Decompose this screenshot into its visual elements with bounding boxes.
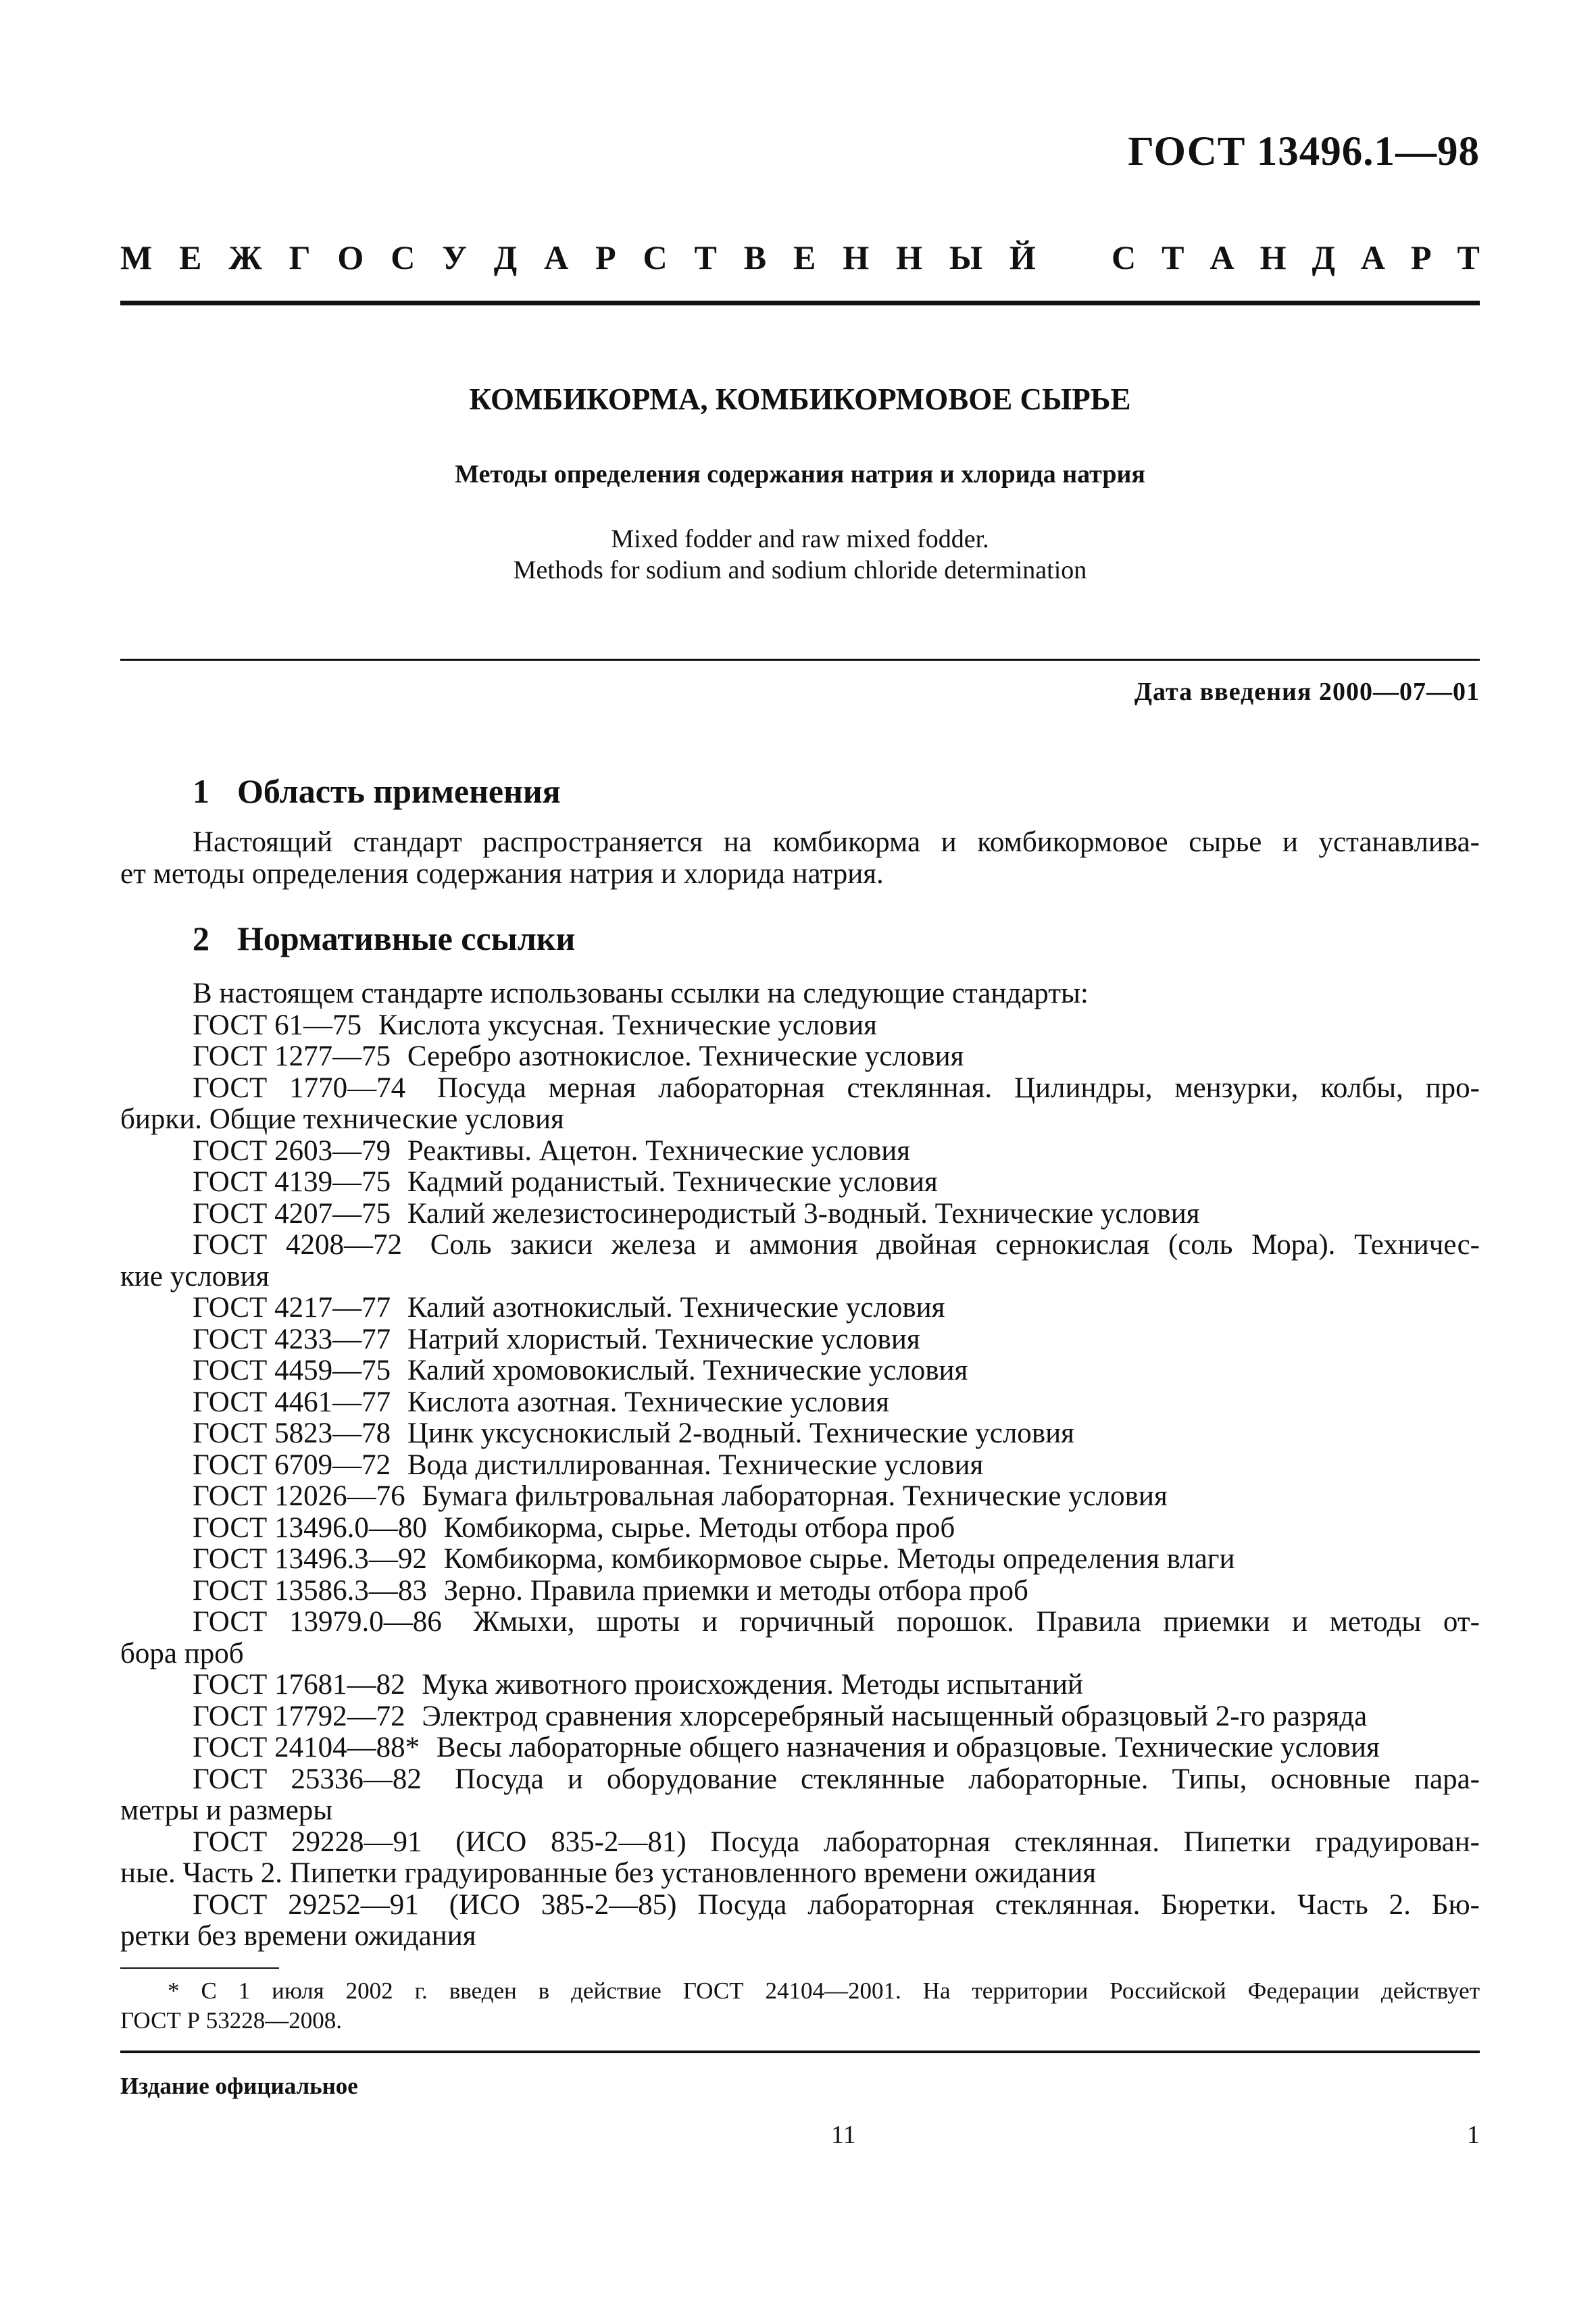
- reference-code: ГОСТ 4461—77: [193, 1386, 391, 1418]
- reference-title: Цинк уксуснокислый 2-водный. Технические условия: [407, 1417, 1074, 1449]
- section-1-heading: [193, 772, 561, 811]
- reference-title: Соль закиси железа и аммония двойная сернокислая (соль Мора). Техничес-: [430, 1229, 1480, 1261]
- reference-code: ГОСТ 61—75: [193, 1009, 362, 1041]
- banner-letter: Й: [1009, 238, 1036, 276]
- reference-code: ГОСТ 1277—75: [193, 1040, 391, 1072]
- document-subtitle: Методы определения содержания натрия и хлорида натрия: [455, 460, 1145, 488]
- reference-continuation: ные. Часть 2. Пипетки градуированные без установленного времени ожидания: [120, 1857, 1097, 1889]
- reference-entry: [120, 1890, 1480, 1921]
- references-intro: В настоящем стандарте использованы ссылки на следующие стандарты:: [193, 978, 1089, 1009]
- reference-code: ГОСТ 13979.0—86: [193, 1606, 442, 1638]
- reference-title: Кислота уксусная. Технические условия: [378, 1009, 877, 1041]
- english-title: [120, 524, 1480, 586]
- banner-letter: У: [442, 238, 467, 276]
- reference-title: Мука животного происхождения. Методы испытаний: [422, 1669, 1083, 1701]
- reference-title: Комбикорма, сырье. Методы отбора проб: [443, 1511, 955, 1544]
- reference-entry: [120, 1418, 1480, 1450]
- reference-title: Вода дистиллированная. Технические условия: [407, 1449, 984, 1481]
- reference-entry: [120, 1732, 1480, 1764]
- banner-letter: Е: [793, 238, 816, 276]
- reference-entry: [120, 1513, 1480, 1544]
- reference-code: ГОСТ 4233—77: [193, 1323, 391, 1355]
- banner-letter: Н: [896, 238, 922, 276]
- reference-entry: [120, 1292, 1480, 1324]
- interstate-standard-banner: [120, 238, 1480, 277]
- english-title-line: Methods for sodium and sodium chloride determination: [513, 556, 1087, 584]
- reference-code: ГОСТ 4208—72: [193, 1229, 403, 1261]
- reference-code: ГОСТ 13586.3—83: [193, 1574, 427, 1607]
- section-2-heading: [193, 919, 575, 958]
- banner-letter: А: [1360, 238, 1385, 276]
- page-number-center: 11: [831, 2121, 856, 2149]
- banner-letter: Н: [843, 238, 870, 276]
- reference-title: Жмыхи, шроты и горчичный порошок. Правила приемки и методы от-: [473, 1606, 1480, 1638]
- reference-entry: [120, 1544, 1480, 1576]
- banner-letter: Н: [1260, 238, 1287, 276]
- reference-continuation: бора проб: [120, 1637, 244, 1669]
- banner-letter: Е: [179, 238, 202, 276]
- footnote-rule: [120, 1967, 279, 1969]
- banner-letter: Т: [694, 238, 717, 276]
- section-number: 2: [193, 920, 209, 957]
- reference-entry: [120, 1167, 1480, 1199]
- reference-title: Кадмий роданистый. Технические условия: [407, 1166, 938, 1198]
- document-title: КОМБИКОРМА, КОМБИКОРМОВОЕ СЫРЬЕ: [469, 382, 1131, 416]
- reference-code: ГОСТ 4459—75: [193, 1355, 391, 1386]
- reference-entry: [120, 1450, 1480, 1482]
- reference-entry: [120, 1481, 1480, 1513]
- reference-code: ГОСТ 13496.3—92: [193, 1543, 427, 1575]
- reference-code: ГОСТ 4207—75: [193, 1197, 391, 1230]
- reference-entry: [120, 1073, 1480, 1105]
- reference-continuation: кие условия: [120, 1260, 270, 1292]
- banner-letter: Д: [493, 238, 518, 276]
- reference-code: ГОСТ 1770—74: [193, 1072, 406, 1104]
- page-number-right: 1: [1467, 2121, 1480, 2149]
- reference-title: Посуда и оборудование стеклянные лабораторные. Типы, основные пара-: [454, 1763, 1480, 1795]
- banner-letter: М: [120, 238, 153, 276]
- reference-title: Натрий хлористый. Технические условия: [407, 1323, 920, 1355]
- reference-title: Весы лабораторные общего назначения и образцовые. Технические условия: [436, 1732, 1380, 1763]
- document-id: ГОСТ 13496.1—98: [1128, 129, 1480, 174]
- reference-code: ГОСТ 29252—91: [193, 1888, 419, 1921]
- reference-entry: [120, 1324, 1480, 1356]
- reference-entry: [120, 1827, 1480, 1859]
- reference-code: ГОСТ 13496.0—80: [193, 1511, 427, 1544]
- reference-code: ГОСТ 29228—91: [193, 1826, 422, 1858]
- header-rule: [120, 301, 1480, 305]
- banner-letter: С: [1112, 238, 1137, 276]
- banner-letter: Р: [595, 238, 616, 276]
- reference-title: (ИСО 385-2—85) Посуда лабораторная стеклянная. Бюретки. Часть 2. Бю-: [449, 1888, 1480, 1921]
- footnote: [120, 1976, 1480, 2036]
- banner-letter: С: [643, 238, 668, 276]
- footer-rule: [120, 2051, 1480, 2053]
- banner-letter: Р: [1411, 238, 1432, 276]
- banner-letter: Д: [1312, 238, 1335, 276]
- reference-title: Кислота азотная. Технические условия: [407, 1386, 889, 1418]
- reference-entry: [120, 1199, 1480, 1230]
- reference-code: ГОСТ 4217—77: [193, 1292, 391, 1324]
- reference-entry: [120, 1764, 1480, 1796]
- banner-word-interstate: [120, 238, 1036, 277]
- reference-code: ГОСТ 4139—75: [193, 1166, 391, 1198]
- reference-code: ГОСТ 5823—78: [193, 1417, 391, 1449]
- reference-code: ГОСТ 25336—82: [193, 1763, 422, 1795]
- reference-title: Электрод сравнения хлорсеребряный насыщенный образцовый 2-го разряда: [422, 1700, 1368, 1732]
- banner-letter: Ы: [949, 238, 982, 276]
- reference-entry: [120, 1136, 1480, 1167]
- reference-code: ГОСТ 2603—79: [193, 1134, 391, 1167]
- reference-code: ГОСТ 17681—82: [193, 1669, 405, 1701]
- banner-letter: Ж: [228, 238, 262, 276]
- paragraph-line: ет методы определения содержания натрия и хлорида натрия.: [120, 858, 884, 890]
- reference-entry: [120, 1607, 1480, 1638]
- reference-title: Калий азотнокислый. Технические условия: [407, 1292, 945, 1324]
- introduction-date: Дата введения 2000—07—01: [1134, 678, 1480, 706]
- section-title: Область применения: [237, 772, 561, 810]
- reference-code: ГОСТ 24104—88*: [193, 1732, 420, 1763]
- reference-entry: [120, 1669, 1480, 1701]
- banner-letter: С: [391, 238, 416, 276]
- reference-title: Калий хромовокислый. Технические условия: [407, 1355, 968, 1386]
- banner-letter: А: [1210, 238, 1235, 276]
- banner-letter: Т: [1457, 238, 1480, 276]
- reference-entry: [120, 1041, 1480, 1073]
- reference-title: Посуда мерная лабораторная стеклянная. Цилиндры, мензурки, колбы, про-: [437, 1072, 1480, 1104]
- reference-title: Реактивы. Ацетон. Технические условия: [407, 1134, 910, 1167]
- title-rule: [120, 659, 1480, 661]
- reference-title: (ИСО 835-2—81) Посуда лабораторная стеклянная. Пипетки градуирован-: [455, 1826, 1480, 1858]
- reference-continuation: бирки. Общие технические условия: [120, 1103, 564, 1135]
- reference-title: Бумага фильтровальная лабораторная. Технические условия: [422, 1480, 1168, 1512]
- reference-title: Зерно. Правила приемки и методы отбора проб: [443, 1574, 1028, 1607]
- reference-entry: [120, 1230, 1480, 1261]
- section-1-text: [120, 826, 1480, 890]
- reference-continuation: метры и размеры: [120, 1794, 333, 1826]
- reference-title: Калий железистосинеродистый 3-водный. Технические условия: [407, 1197, 1200, 1230]
- edition-label: Издание официальное: [120, 2073, 358, 2099]
- banner-word-standard: [1112, 238, 1480, 277]
- banner-letter: О: [337, 238, 364, 276]
- reference-title: Комбикорма, комбикормовое сырье. Методы определения влаги: [443, 1543, 1235, 1575]
- reference-entry: [120, 1576, 1480, 1607]
- reference-entry: [120, 1010, 1480, 1042]
- normative-references-list: [120, 978, 1480, 1953]
- reference-entry: [120, 1387, 1480, 1419]
- reference-code: ГОСТ 17792—72: [193, 1700, 405, 1732]
- banner-letter: Т: [1162, 238, 1184, 276]
- reference-entry: [120, 1355, 1480, 1387]
- reference-entry: [120, 1701, 1480, 1733]
- reference-continuation: ретки без времени ожидания: [120, 1920, 476, 1952]
- english-title-line: Mixed fodder and raw mixed fodder.: [611, 525, 989, 553]
- banner-letter: Г: [289, 238, 311, 276]
- reference-code: ГОСТ 12026—76: [193, 1480, 405, 1512]
- section-number: 1: [193, 772, 209, 810]
- footnote-line: * С 1 июля 2002 г. введен в действие ГОСТ 24104—2001. На территории Российской Федерации действует: [168, 1978, 1480, 2004]
- section-title: Нормативные ссылки: [237, 920, 576, 957]
- footnote-line: ГОСТ Р 53228—2008.: [120, 2007, 343, 2034]
- banner-letter: А: [544, 238, 569, 276]
- banner-letter: В: [743, 238, 767, 276]
- reference-code: ГОСТ 6709—72: [193, 1449, 391, 1481]
- reference-title: Серебро азотнокислое. Технические условия: [407, 1040, 964, 1072]
- paragraph-line: Настоящий стандарт распространяется на комбикорма и комбикормовое сырье и устанавлива-: [193, 826, 1480, 858]
